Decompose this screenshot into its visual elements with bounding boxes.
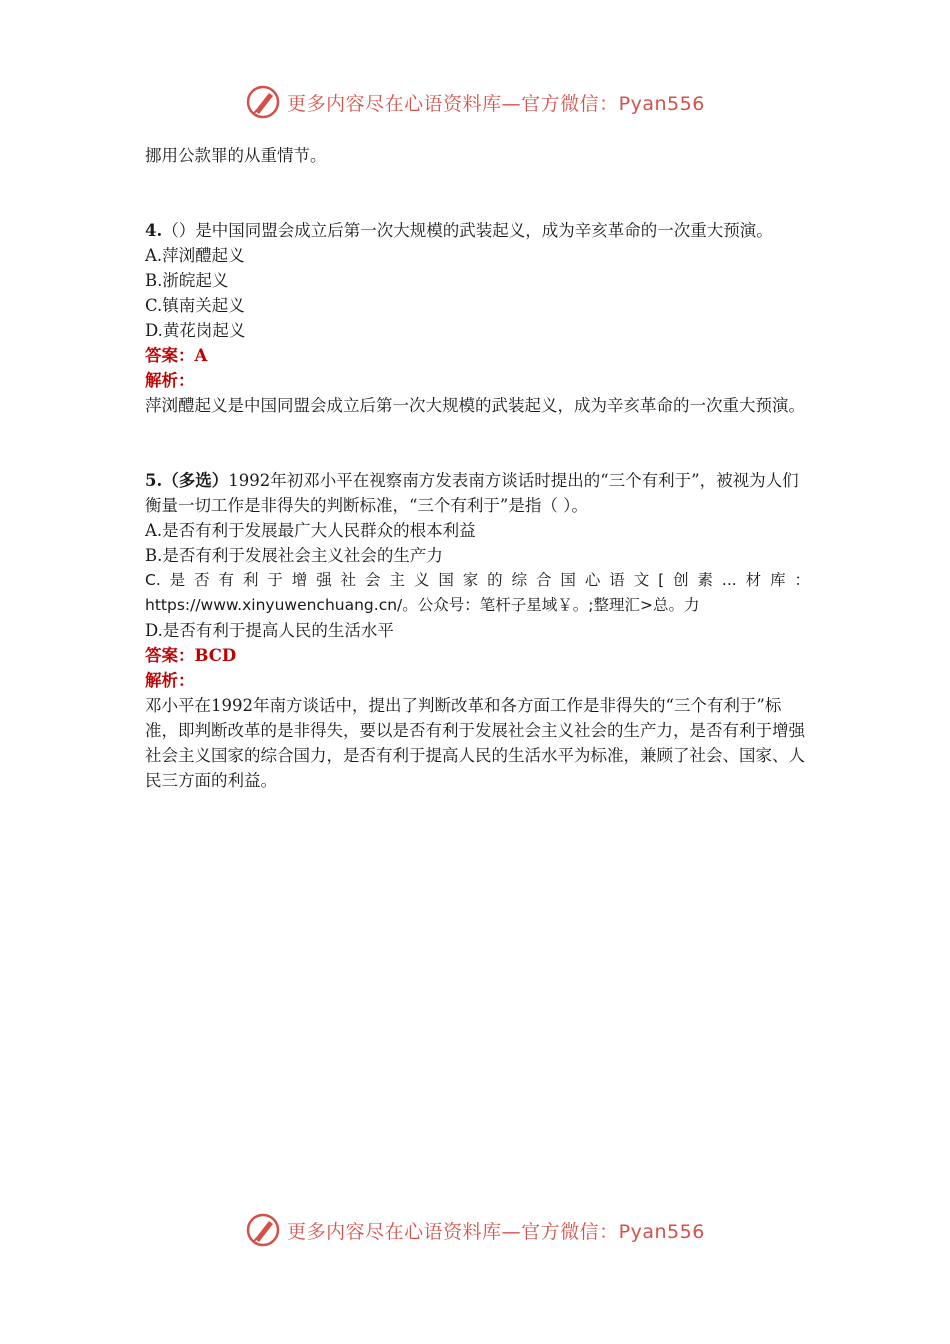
answer-label: 答案：BCD — [145, 646, 237, 665]
footer-watermark — [0, 1212, 950, 1248]
document-body — [145, 143, 810, 793]
question-tag: （多选） — [162, 471, 229, 490]
analysis-label: 解析： — [145, 371, 195, 390]
option-c: C.是否有利于增强社会主义国家的综合国心语文[创素...材库： https://www.xinyuwenchuang.cn/。公众号：笔杆子星域￥。;整理汇>总。力 — [145, 571, 810, 614]
watermark-text: 更多内容尽在心语资料库—官方微信：Pyan556 — [287, 1220, 705, 1243]
question-number: 5. — [145, 471, 163, 490]
question-text: （）是中国同盟会成立后第一次大规模的武装起义，成为辛亥革命的一次重大预演。 — [162, 221, 773, 240]
option-d: D.黄花岗起义 — [145, 321, 246, 340]
header-watermark — [0, 84, 950, 120]
option-a: A.是否有利于发展最广大人民群众的根本利益 — [145, 521, 476, 540]
option-d: D.是否有利于提高人民的生活水平 — [145, 621, 394, 640]
option-b: B.浙皖起义 — [145, 271, 229, 290]
analysis-label: 解析： — [145, 671, 195, 690]
pen-logo-icon — [245, 1212, 281, 1248]
analysis-text: 萍浏醴起义是中国同盟会成立后第一次大规模的武装起义，成为辛亥革命的一次重大预演。 — [145, 396, 805, 415]
question-stem — [145, 218, 810, 243]
option-c: C.镇南关起义 — [145, 296, 245, 315]
question-stem — [145, 468, 810, 518]
question-5 — [145, 468, 810, 793]
option-b: B.是否有利于发展社会主义社会的生产力 — [145, 546, 443, 565]
question-4 — [145, 218, 810, 418]
question-text: 1992年初邓小平在视察南方发表南方谈话时提出的“三个有利于”，被视为人们衡量一切工作是非得失的判断标准，“三个有利于”是指（ ）。 — [145, 471, 799, 515]
option-a: A.萍浏醴起义 — [145, 246, 245, 265]
continuation-text: 挪用公款罪的从重情节。 — [145, 146, 327, 165]
question-number: 4. — [145, 221, 163, 240]
watermark-text: 更多内容尽在心语资料库—官方微信：Pyan556 — [287, 92, 705, 115]
pen-logo-icon — [245, 84, 281, 120]
analysis-text: 邓小平在1992年南方谈话中，提出了判断改革和各方面工作是非得失的“三个有利于”标准，即判断改革的是非得失，要以是否有利于发展社会主义社会的生产力，是否有利于增强社会主义国家的综合国力，是否有利于提高人民的生活水平为标准，兼顾了社会、国家、人民三方面的利益。 — [145, 696, 805, 790]
answer-label: 答案：A — [145, 346, 208, 365]
